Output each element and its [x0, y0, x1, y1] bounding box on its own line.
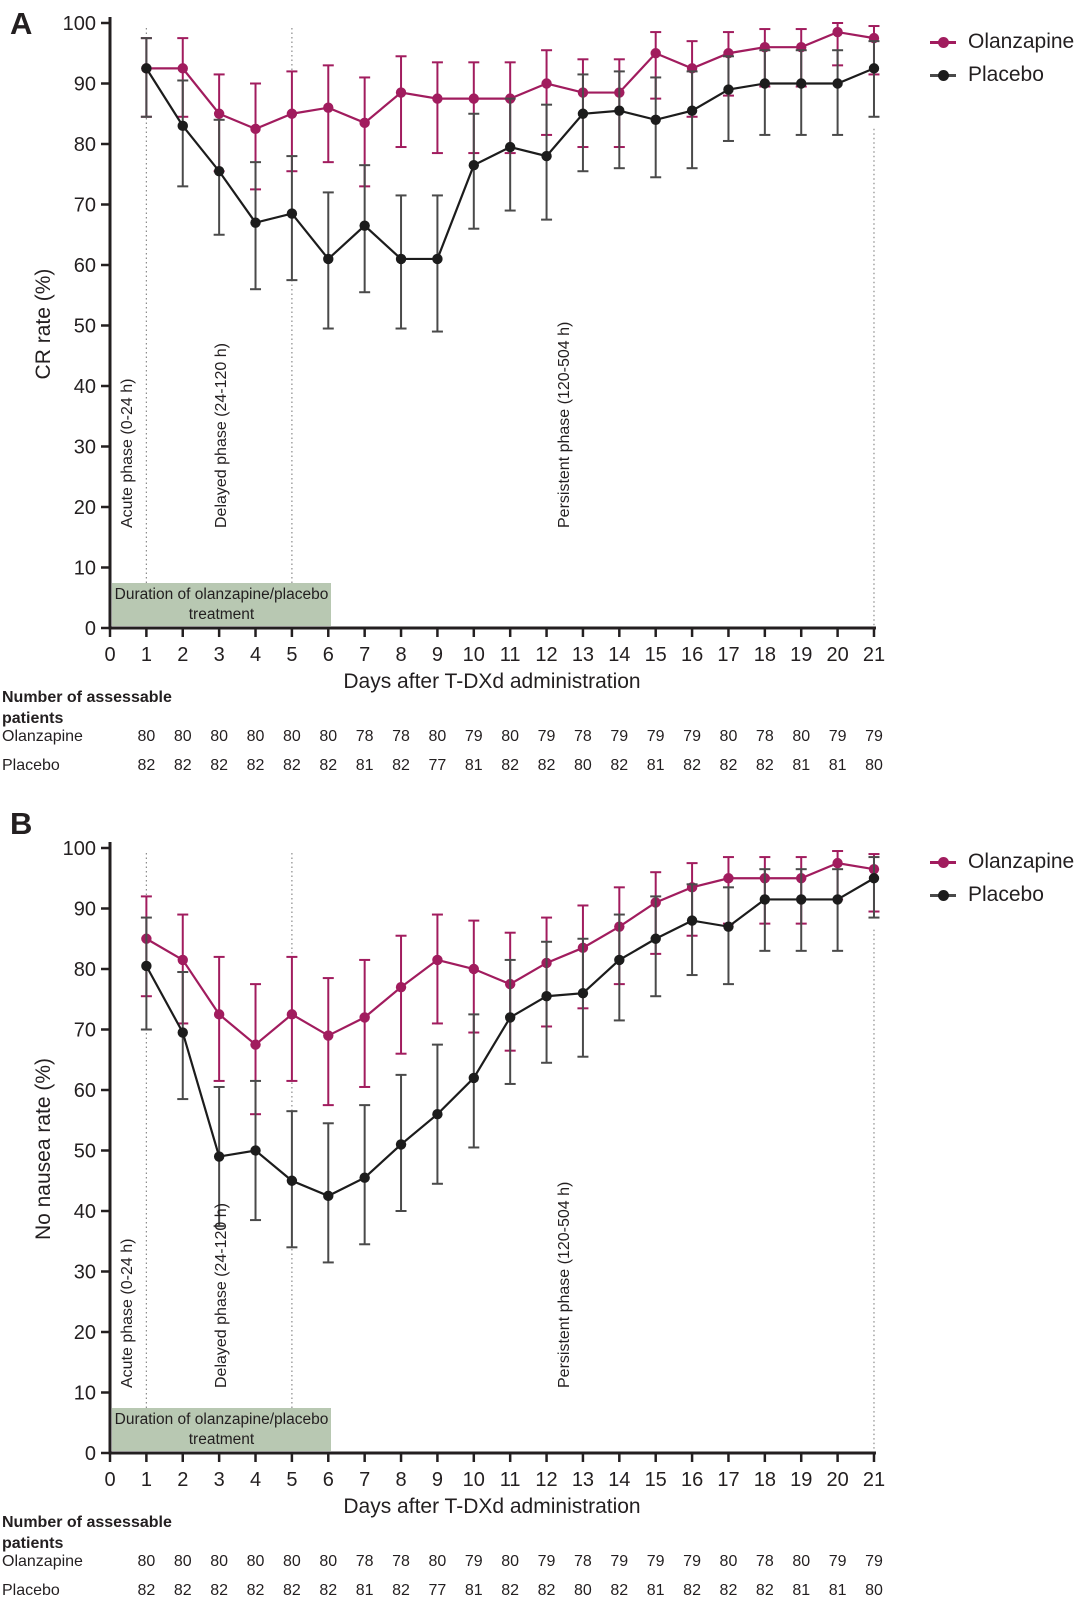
panel-b-delayed-phase-label: Delayed phase (24-120 h): [213, 1202, 230, 1388]
placebo-error-bars: [141, 857, 880, 1262]
y-tick-label: 0: [84, 618, 96, 640]
legend-item-placebo: [930, 883, 1074, 907]
assessable-count-cell: 80: [282, 728, 301, 745]
x-tick-label: 13: [571, 1469, 595, 1491]
x-tick-label: 6: [322, 644, 334, 666]
olanzapine-data-point: [287, 109, 297, 119]
olanzapine-data-point: [323, 1030, 333, 1040]
placebo-data-point: [141, 961, 151, 971]
x-tick-label: 21: [862, 1469, 886, 1491]
olanzapine-data-point: [541, 78, 551, 88]
placebo-data-point: [578, 988, 588, 998]
panel-b-table-title: Number of assessable patients: [2, 1514, 172, 1552]
placebo-data-point: [832, 78, 842, 88]
assessable-count-cell: 80: [865, 1582, 883, 1599]
legend-label-placebo: Placebo: [968, 63, 1044, 86]
x-tick-label: 4: [249, 1469, 262, 1491]
placebo-data-point: [214, 1151, 224, 1161]
placebo-data-point: [396, 1139, 406, 1149]
placebo-data-point: [869, 873, 879, 883]
assessable-count-cell: 79: [646, 1553, 665, 1570]
assessable-count-cell: 80: [719, 728, 738, 745]
assessable-count-cell: 78: [755, 728, 774, 745]
assessable-count-cell: 82: [610, 1582, 629, 1599]
assessable-count-cell: 79: [646, 728, 665, 745]
legend-label-placebo: Placebo: [968, 883, 1044, 906]
x-tick-label: 20: [826, 644, 849, 666]
olanzapine-data-point: [250, 124, 260, 134]
placebo-data-point: [250, 217, 260, 227]
panel-a-table-title: Number of assessable patients: [2, 689, 172, 727]
y-tick-label: 70: [73, 1019, 96, 1042]
panel-a-x-axis-title: Days after T-DXd administration: [343, 670, 641, 693]
y-tick-label: 50: [73, 1140, 96, 1163]
placebo-data-point: [141, 63, 151, 73]
x-tick-label: 13: [571, 644, 595, 666]
y-tick-label: 20: [73, 497, 96, 519]
assessable-count-cell: 81: [792, 1582, 811, 1599]
x-tick-label: 15: [644, 1469, 667, 1491]
placebo-data-point: [323, 254, 333, 264]
legend-item-placebo: [930, 63, 1074, 87]
panel-a-legend: [930, 30, 1074, 87]
placebo-data-point: [469, 1073, 479, 1083]
assessable-count-cell: 82: [173, 757, 192, 774]
panel-b-treatment-duration-box: [112, 1408, 331, 1451]
assessable-count-cell: 82: [319, 757, 338, 774]
assessable-count-cell: 80: [792, 728, 811, 745]
assessable-count-cell: 80: [282, 1553, 301, 1570]
placebo-data-point: [396, 254, 406, 264]
assessable-count-cell: 82: [392, 1582, 410, 1599]
placebo-data-point: [505, 142, 515, 152]
y-tick-label: 10: [73, 1382, 96, 1405]
x-tick-label: 20: [826, 1469, 849, 1491]
assessable-count-cell: 80: [865, 757, 883, 774]
treatment-box-line1: Duration of olanzapine/placebo: [114, 586, 329, 603]
panel-b-table-row-label-olanzapine: Olanzapine: [2, 1553, 83, 1570]
x-tick-label: 19: [790, 644, 813, 666]
y-tick-label: 100: [62, 838, 96, 860]
x-tick-label: 0: [104, 1469, 116, 1491]
olanzapine-data-point: [469, 964, 479, 974]
olanzapine-data-point: [469, 93, 479, 103]
placebo-data-point: [687, 106, 697, 116]
panel-a-table-row-label-olanzapine: Olanzapine: [2, 728, 83, 745]
x-tick-label: 18: [753, 1469, 776, 1491]
assessable-count-cell: 80: [792, 1553, 811, 1570]
y-tick-label: 80: [73, 959, 96, 981]
assessable-count-cell: 82: [137, 1582, 156, 1599]
x-tick-label: 14: [608, 1469, 631, 1491]
x-tick-label: 12: [535, 644, 558, 666]
assessable-count-cell: 81: [792, 757, 811, 774]
panel-a-persistent-phase-label: Persistent phase (120-504 h): [556, 321, 573, 528]
placebo-data-point: [832, 894, 842, 904]
panel-a-letter: A: [10, 6, 33, 41]
placebo-marker-icon: [930, 69, 956, 82]
placebo-data-point: [614, 106, 624, 116]
assessable-count-cell: 81: [464, 1582, 483, 1599]
x-tick-label: 10: [462, 1469, 485, 1491]
assessable-count-cell: 81: [355, 1582, 374, 1599]
panel-b-acute-phase-label: Acute phase (0-24 h): [119, 1238, 136, 1388]
olanzapine-data-point: [432, 955, 442, 965]
assessable-count-cell: 78: [355, 1553, 374, 1570]
x-tick-label: 15: [644, 644, 667, 666]
placebo-data-point: [760, 894, 770, 904]
assessable-count-cell: 78: [755, 1553, 774, 1570]
placebo-data-point: [178, 1027, 188, 1037]
x-tick-label: 0: [104, 644, 116, 666]
x-tick-label: 9: [431, 644, 443, 666]
y-tick-label: 10: [73, 557, 96, 580]
assessable-count-cell: 82: [537, 1582, 556, 1599]
assessable-count-cell: 82: [319, 1582, 338, 1599]
placebo-data-point: [578, 109, 588, 119]
assessable-count-cell: 77: [428, 1582, 447, 1599]
x-tick-label: 2: [177, 644, 189, 666]
x-tick-label: 1: [140, 1469, 152, 1491]
x-tick-label: 10: [462, 644, 485, 666]
x-tick-label: 12: [535, 1469, 558, 1491]
panel-b-legend: [930, 850, 1074, 907]
placebo-data-point: [359, 220, 369, 230]
assessable-count-cell: 79: [537, 1553, 556, 1570]
x-tick-label: 11: [499, 644, 521, 666]
assessable-count-cell: 79: [537, 728, 556, 745]
assessable-count-cell: 80: [574, 1582, 592, 1599]
y-tick-label: 80: [73, 134, 96, 156]
assessable-count-cell: 80: [501, 728, 520, 745]
assessable-count-cell: 80: [246, 1553, 265, 1570]
assessable-count-cell: 80: [319, 728, 338, 745]
placebo-data-point: [359, 1173, 369, 1183]
olanzapine-marker-icon: [930, 856, 956, 869]
placebo-data-point: [178, 121, 188, 131]
placebo-data-point: [214, 166, 224, 176]
assessable-count-cell: 82: [246, 1582, 265, 1599]
treatment-box-line2: treatment: [188, 606, 255, 623]
olanzapine-data-point: [250, 1039, 260, 1049]
assessable-count-cell: 80: [574, 757, 592, 774]
assessable-count-cell: 79: [828, 728, 847, 745]
y-tick-label: 100: [62, 13, 96, 35]
y-tick-label: 30: [73, 436, 96, 459]
assessable-count-cell: 81: [646, 757, 665, 774]
placebo-data-point: [651, 934, 661, 944]
assessable-count-cell: 80: [137, 1553, 156, 1570]
panel-b-table-row-label-placebo: Placebo: [2, 1582, 60, 1599]
panel-a-plot: [63, 13, 885, 666]
placebo-data-point: [505, 1012, 515, 1022]
y-tick-label: 60: [73, 1080, 96, 1102]
olanzapine-data-point: [359, 118, 369, 128]
x-tick-label: 8: [395, 1469, 407, 1491]
y-tick-label: 40: [73, 376, 96, 398]
placebo-data-point: [869, 63, 879, 73]
assessable-count-cell: 79: [683, 728, 701, 745]
assessable-count-cell: 80: [719, 1553, 738, 1570]
panel-a-table-row-label-placebo: Placebo: [2, 757, 60, 774]
assessable-count-cell: 82: [610, 757, 629, 774]
x-tick-label: 7: [359, 1469, 371, 1491]
legend-label-olanzapine: Olanzapine: [968, 850, 1075, 873]
y-tick-label: 0: [84, 1443, 96, 1465]
x-tick-label: 21: [862, 644, 886, 666]
panel-a-delayed-phase-label: Delayed phase (24-120 h): [213, 342, 230, 528]
assessable-count-cell: 82: [755, 757, 774, 774]
y-tick-label: 40: [73, 1201, 96, 1223]
placebo-data-point: [760, 78, 770, 88]
treatment-box-line2: treatment: [188, 1431, 255, 1448]
legend-label-olanzapine: Olanzapine: [968, 30, 1075, 53]
panel-b-y-axis-title: No nausea rate (%): [32, 1057, 55, 1241]
olanzapine-data-point: [359, 1012, 369, 1022]
assessable-count-cell: 79: [683, 1553, 701, 1570]
x-tick-label: 18: [753, 644, 776, 666]
assessable-count-cell: 82: [683, 757, 701, 774]
olanzapine-data-point: [832, 858, 842, 868]
olanzapine-data-point: [651, 48, 661, 58]
assessable-count-cell: 78: [574, 1553, 592, 1570]
x-tick-label: 17: [717, 1469, 740, 1491]
olanzapine-data-point: [287, 1009, 297, 1019]
x-tick-label: 1: [140, 644, 152, 666]
assessable-count-cell: 79: [464, 1553, 483, 1570]
placebo-marker-icon: [930, 889, 956, 902]
x-tick-label: 7: [359, 644, 371, 666]
olanzapine-data-point: [178, 63, 188, 73]
olanzapine-data-point: [214, 1009, 224, 1019]
assessable-count-cell: 80: [210, 1553, 229, 1570]
placebo-data-point: [287, 208, 297, 218]
olanzapine-data-point: [723, 873, 733, 883]
x-tick-label: 5: [286, 1469, 298, 1491]
panel-a-treatment-duration-box: [112, 583, 331, 626]
placebo-data-point: [432, 1109, 442, 1119]
placebo-data-point: [651, 115, 661, 125]
panel-b-plot: [63, 838, 885, 1491]
assessable-count-cell: 80: [501, 1553, 520, 1570]
placebo-data-point: [723, 921, 733, 931]
x-tick-label: 14: [608, 644, 631, 666]
x-tick-label: 16: [680, 1469, 704, 1491]
assessable-count-cell: 81: [828, 1582, 847, 1599]
x-tick-label: 19: [790, 1469, 813, 1491]
placebo-data-point: [723, 84, 733, 94]
assessable-count-cell: 82: [501, 757, 520, 774]
assessable-count-cell: 79: [464, 728, 483, 745]
x-tick-label: 17: [717, 644, 740, 666]
assessable-count-cell: 82: [392, 757, 410, 774]
x-tick-label: 11: [499, 1469, 521, 1491]
panel-b-x-axis-title: Days after T-DXd administration: [343, 1495, 641, 1518]
panel-a-y-axis-title: CR rate (%): [32, 268, 55, 380]
treatment-box-line1: Duration of olanzapine/placebo: [114, 1411, 329, 1428]
olanzapine-data-point: [214, 109, 224, 119]
assessable-count-cell: 79: [610, 728, 629, 745]
y-tick-label: 60: [73, 255, 96, 277]
y-tick-label: 90: [73, 898, 96, 921]
olanzapine-data-point: [432, 93, 442, 103]
assessable-count-cell: 82: [282, 757, 301, 774]
assessable-count-cell: 82: [137, 757, 156, 774]
y-tick-label: 90: [73, 73, 96, 96]
olanzapine-data-point: [832, 27, 842, 37]
y-tick-label: 50: [73, 315, 96, 338]
legend-item-olanzapine: [930, 850, 1074, 874]
assessable-count-cell: 82: [755, 1582, 774, 1599]
panel-b-letter: B: [10, 806, 33, 841]
assessable-count-cell: 77: [428, 757, 447, 774]
placebo-data-point: [796, 78, 806, 88]
panel-b-persistent-phase-label: Persistent phase (120-504 h): [556, 1181, 573, 1388]
assessable-count-cell: 80: [428, 728, 447, 745]
assessable-count-cell: 82: [210, 1582, 229, 1599]
legend-item-olanzapine: [930, 30, 1074, 54]
x-tick-label: 6: [322, 1469, 334, 1491]
placebo-data-point: [432, 254, 442, 264]
placebo-data-point: [541, 151, 551, 161]
panel-a-acute-phase-label: Acute phase (0-24 h): [119, 378, 136, 528]
assessable-count-cell: 79: [865, 1553, 883, 1570]
placebo-data-point: [323, 1191, 333, 1201]
placebo-data-point: [541, 991, 551, 1001]
assessable-count-cell: 80: [319, 1553, 338, 1570]
placebo-data-point: [687, 915, 697, 925]
assessable-count-cell: 82: [683, 1582, 701, 1599]
assessable-count-cell: 79: [828, 1553, 847, 1570]
assessable-count-cell: 80: [210, 728, 229, 745]
assessable-count-cell: 80: [428, 1553, 447, 1570]
assessable-count-cell: 82: [501, 1582, 520, 1599]
assessable-count-cell: 82: [210, 757, 229, 774]
assessable-count-cell: 82: [537, 757, 556, 774]
assessable-count-cell: 82: [246, 757, 265, 774]
assessable-count-cell: 81: [464, 757, 483, 774]
assessable-count-cell: 81: [355, 757, 374, 774]
assessable-count-cell: 80: [173, 728, 192, 745]
x-tick-label: 9: [431, 1469, 443, 1491]
x-tick-label: 4: [249, 644, 262, 666]
assessable-count-cell: 81: [828, 757, 847, 774]
assessable-count-cell: 78: [392, 728, 410, 745]
y-tick-label: 20: [73, 1322, 96, 1344]
assessable-count-cell: 82: [719, 1582, 738, 1599]
assessable-count-cell: 80: [137, 728, 156, 745]
assessable-count-cell: 82: [173, 1582, 192, 1599]
olanzapine-data-point: [396, 982, 406, 992]
y-tick-label: 30: [73, 1261, 96, 1284]
y-tick-label: 70: [73, 194, 96, 217]
olanzapine-marker-icon: [930, 36, 956, 49]
olanzapine-data-point: [323, 103, 333, 113]
assessable-count-cell: 82: [282, 1582, 301, 1599]
placebo-data-point: [614, 955, 624, 965]
x-tick-label: 5: [286, 644, 298, 666]
olanzapine-data-point: [178, 955, 188, 965]
assessable-count-cell: 82: [719, 757, 738, 774]
x-tick-label: 3: [213, 644, 225, 666]
x-tick-label: 8: [395, 644, 407, 666]
assessable-count-cell: 81: [646, 1582, 665, 1599]
x-tick-label: 16: [680, 644, 704, 666]
assessable-count-cell: 78: [355, 728, 374, 745]
x-tick-label: 3: [213, 1469, 225, 1491]
assessable-count-cell: 78: [392, 1553, 410, 1570]
assessable-count-cell: 79: [610, 1553, 629, 1570]
x-tick-label: 2: [177, 1469, 189, 1491]
olanzapine-data-point: [396, 87, 406, 97]
placebo-data-point: [287, 1176, 297, 1186]
placebo-data-point: [250, 1145, 260, 1155]
placebo-data-point: [469, 160, 479, 170]
placebo-data-point: [796, 894, 806, 904]
assessable-count-cell: 80: [173, 1553, 192, 1570]
assessable-count-cell: 79: [865, 728, 883, 745]
assessable-count-cell: 78: [574, 728, 592, 745]
assessable-count-cell: 80: [246, 728, 265, 745]
